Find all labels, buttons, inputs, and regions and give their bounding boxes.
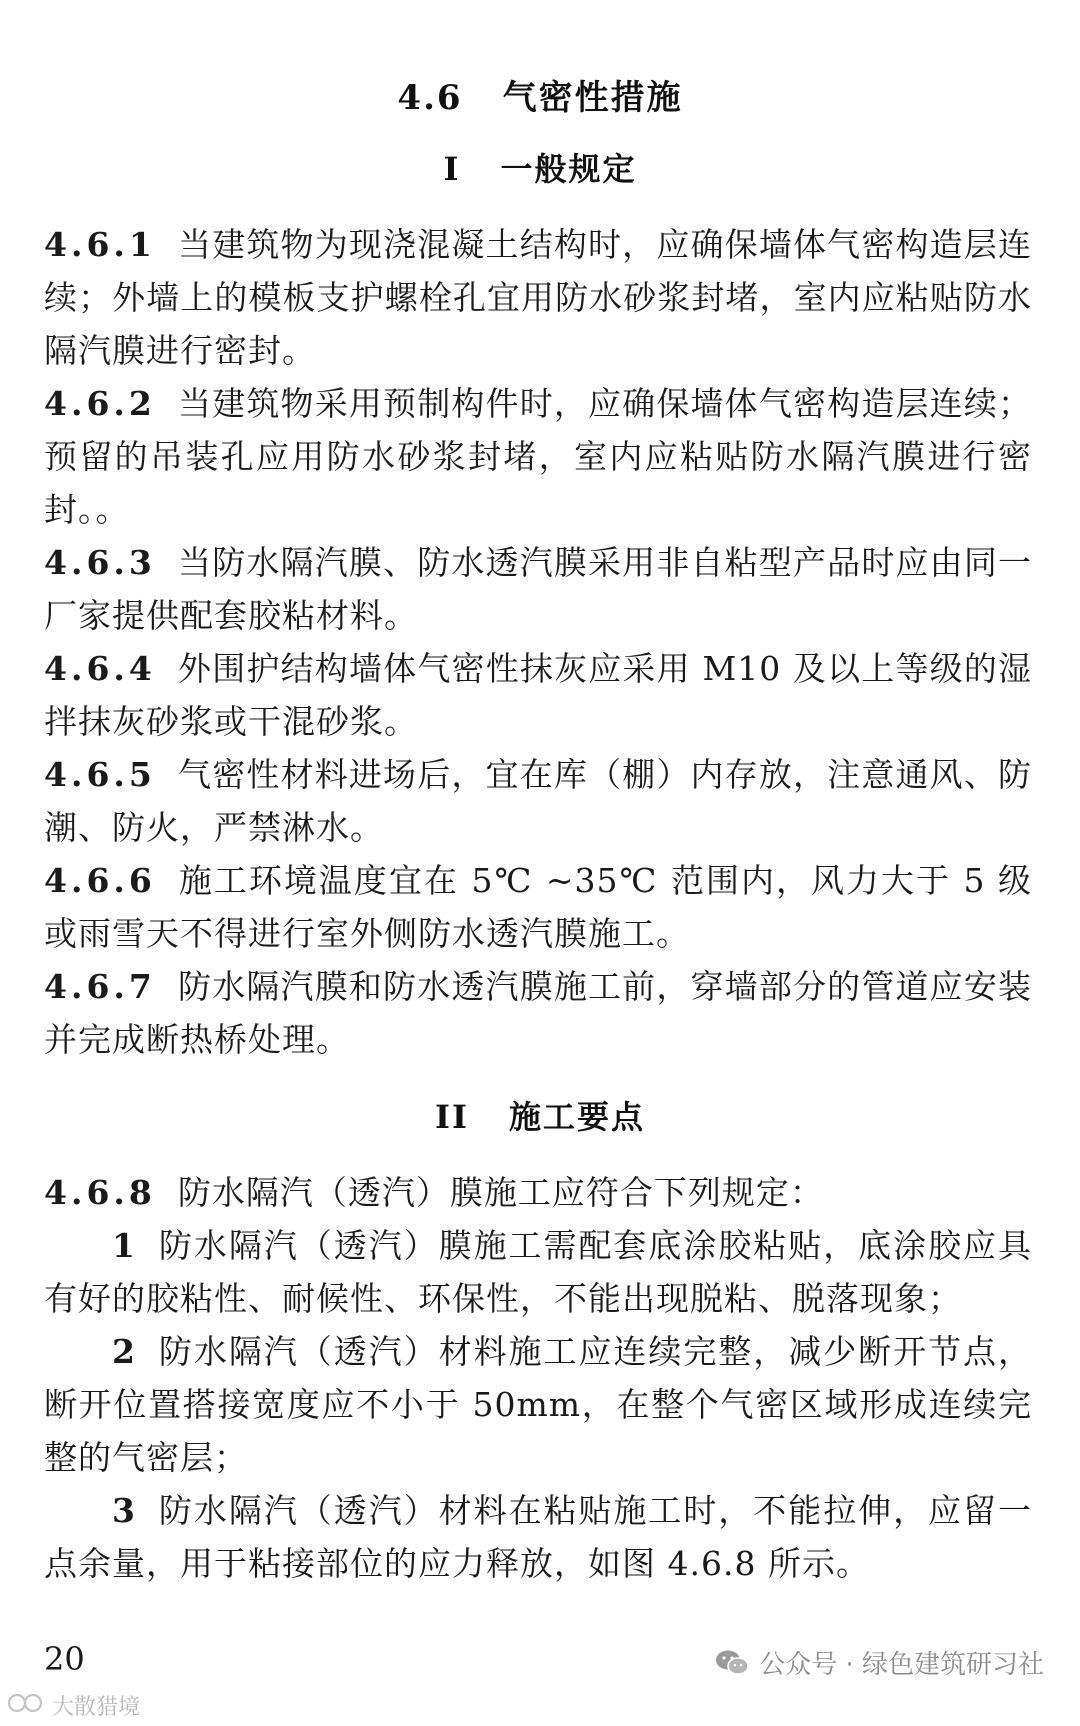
item-number: 2 (112, 1332, 136, 1371)
corner-logo (6, 1690, 140, 1721)
clause-text: 气密性材料进场后，宜在库（棚）内存放，注意通风、防潮、防火，严禁淋水。 (44, 755, 1032, 847)
wechat-icon (715, 1649, 749, 1677)
subsection-heading-1 (0, 144, 1080, 190)
section-title: 气密性措施 (502, 78, 683, 118)
clause-4-6-6 (44, 854, 1032, 960)
general-provisions-block (44, 218, 1032, 1066)
clause-4-6-3 (44, 536, 1032, 642)
construction-points-block (44, 1166, 1032, 1590)
subsection-number-2: II (435, 1098, 469, 1136)
clause-4-6-2 (44, 377, 1032, 536)
clause-4-6-8 (44, 1166, 1032, 1219)
page-number: 20 (44, 1640, 85, 1678)
clause-text: 当建筑物采用预制构件时，应确保墙体气密构造层连续；预留的吊装孔应用防水砂浆封堵，室内应粘贴防水隔汽膜进行密封。。 (44, 384, 1032, 529)
watermark-text: 公众号 · 绿色建筑研习社 (759, 1650, 1044, 1680)
clause-4-6-4 (44, 642, 1032, 748)
clause-number: 4.6.3 (44, 543, 156, 582)
item-text: 防水隔汽（透汽）材料在粘贴施工时，不能拉伸，应留一点余量，用于粘接部位的应力释放，如图 4.6.8 所示。 (44, 1491, 1032, 1583)
clause-number: 4.6.6 (44, 861, 156, 900)
list-item-1 (44, 1219, 1032, 1325)
clause-text: 防水隔汽膜和防水透汽膜施工前，穿墙部分的管道应安装并完成断热桥处理。 (44, 967, 1032, 1059)
section-number: 4.6 (397, 78, 463, 118)
clause-4-6-7 (44, 960, 1032, 1066)
clause-text: 外围护结构墙体气密性抹灰应采用 M10 及以上等级的湿拌抹灰砂浆或干混砂浆。 (44, 649, 1032, 741)
clause-number: 4.6.2 (44, 384, 156, 423)
clause-number: 4.6.8 (44, 1173, 156, 1212)
clause-text: 当建筑物为现浇混凝土结构时，应确保墙体气密构造层连续；外墙上的模板支护螺栓孔宜用防水砂浆封堵，室内应粘贴防水隔汽膜进行密封。 (44, 225, 1032, 370)
clause-4-6-1 (44, 218, 1032, 377)
clause-text: 防水隔汽（透汽）膜施工应符合下列规定： (177, 1173, 824, 1212)
list-item-3 (44, 1484, 1032, 1590)
clause-number: 4.6.5 (44, 755, 156, 794)
clause-text: 当防水隔汽膜、防水透汽膜采用非自粘型产品时应由同一厂家提供配套胶粘材料。 (44, 543, 1032, 635)
wechat-watermark (715, 1644, 1044, 1681)
corner-logo-text: 大散猎境 (52, 1695, 141, 1720)
subsection-title-2: 施工要点 (508, 1098, 645, 1136)
subsection-title-1: 一般规定 (500, 150, 637, 188)
item-text: 防水隔汽（透汽）材料施工应连续完整，减少断开节点，断开位置搭接宽度应不小于 50mm，在整个气密区域形成连续完整的气密层； (44, 1332, 1032, 1477)
clause-number: 4.6.1 (44, 225, 156, 264)
logo-icon (6, 1691, 46, 1721)
item-number: 1 (112, 1226, 136, 1265)
clause-text: 施工环境温度宜在 5℃ ~35℃ 范围内，风力大于 5 级或雨雪天不得进行室外侧防水透汽膜施工。 (44, 861, 1032, 953)
subsection-heading-2 (0, 1092, 1080, 1138)
item-number: 3 (112, 1491, 136, 1530)
item-text: 防水隔汽（透汽）膜施工需配套底涂胶粘贴，底涂胶应具有好的胶粘性、耐候性、环保性，不能出现脱粘、脱落现象； (44, 1226, 1032, 1318)
section-heading (0, 70, 1080, 119)
subsection-number-1: I (443, 150, 461, 188)
list-item-2 (44, 1325, 1032, 1484)
clause-number: 4.6.4 (44, 649, 156, 688)
clause-4-6-5 (44, 748, 1032, 854)
clause-number: 4.6.7 (44, 967, 156, 1006)
